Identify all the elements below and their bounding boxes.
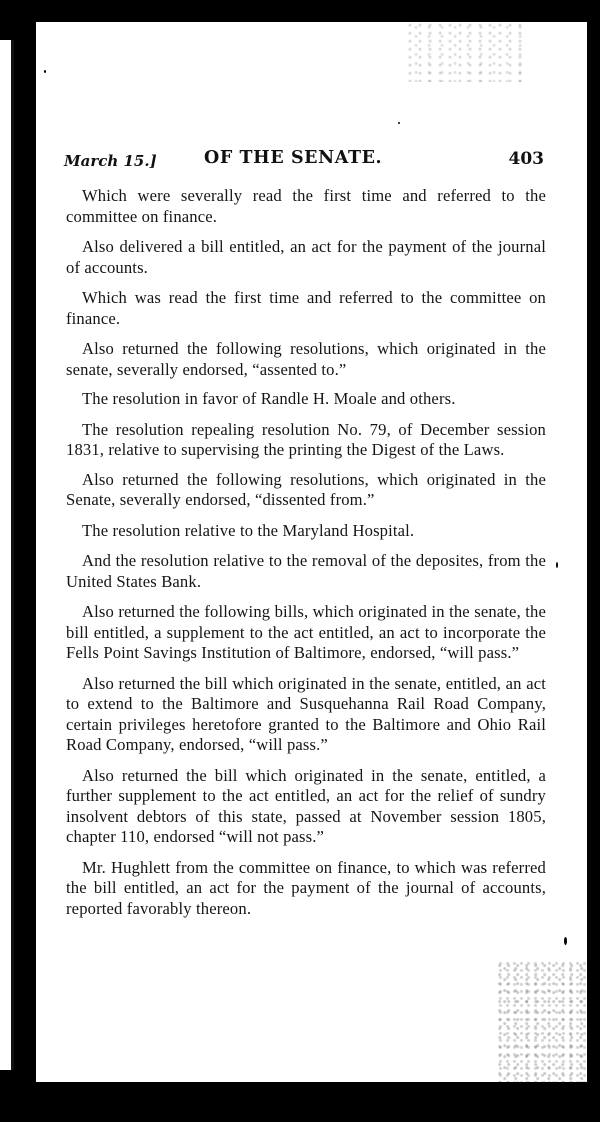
paragraph: Mr. Hughlett from the committee on finance, to which was referred the bill entitled, an act for the payment of the journal of accounts, reported favorably thereon. bbox=[66, 857, 546, 918]
paragraph: Also returned the bill which originated in the senate, entitled, a further supplement to the act entitled, an act for the relief of sundry insolvent debtors of this state, passed at November session 1805, chapter 110, endorsed “will not pass.” bbox=[66, 765, 546, 846]
scan-noise bbox=[497, 962, 587, 1082]
paragraph: Which was read the first time and referred to the committee on finance. bbox=[66, 288, 546, 328]
page-gutter-shadow bbox=[11, 40, 14, 1070]
paragraph: The resolution relative to the Maryland Hospital. bbox=[82, 520, 415, 540]
ink-speck bbox=[564, 937, 567, 945]
document-body bbox=[66, 186, 546, 929]
paragraph: Also returned the following resolutions, which originated in the Senate, severally endorsed, “dissented from.” bbox=[66, 469, 546, 509]
adjacent-page-edge bbox=[0, 40, 11, 1070]
paragraph: The resolution in favor of Randle H. Moale and others. bbox=[82, 389, 456, 408]
page-number: 403 bbox=[508, 149, 544, 169]
paragraph: Also returned the bill which originated in the senate, entitled, an act to extend to the Baltimore and Susquehanna Rail Road Company, certain privileges heretofore granted to the Baltimore and Ohio Rail Road Company, endorsed, “will pass.” bbox=[66, 673, 546, 754]
paragraph: Which were severally read the first time and referred to the committee on finance. bbox=[66, 186, 546, 226]
running-header bbox=[64, 148, 544, 174]
paragraph: And the resolution relative to the removal of the deposites, from the United States Bank. bbox=[66, 551, 546, 591]
header-date: March 15.] bbox=[64, 152, 157, 170]
document-page bbox=[36, 22, 587, 1082]
paragraph: Also returned the following resolutions, which originated in the senate, severally endorsed, “assented to.” bbox=[66, 339, 546, 379]
header-title: OF THE SENATE. bbox=[204, 148, 383, 168]
ink-speck bbox=[556, 562, 558, 568]
paragraph: Also delivered a bill entitled, an act for the payment of the journal of accounts. bbox=[66, 237, 546, 277]
scan-noise bbox=[407, 22, 527, 82]
paragraph: The resolution repealing resolution No. 79, of December session 1831, relative to supervising the printing the Digest of the Laws. bbox=[66, 419, 546, 459]
paragraph: Also returned the following bills, which originated in the senate, the bill entitled, a supplement to the act entitled, an act to incorporate the Fells Point Savings Institution of Baltimore, endorsed, “will pass.” bbox=[66, 602, 546, 662]
ink-speck bbox=[44, 70, 46, 73]
ink-speck bbox=[398, 122, 400, 124]
